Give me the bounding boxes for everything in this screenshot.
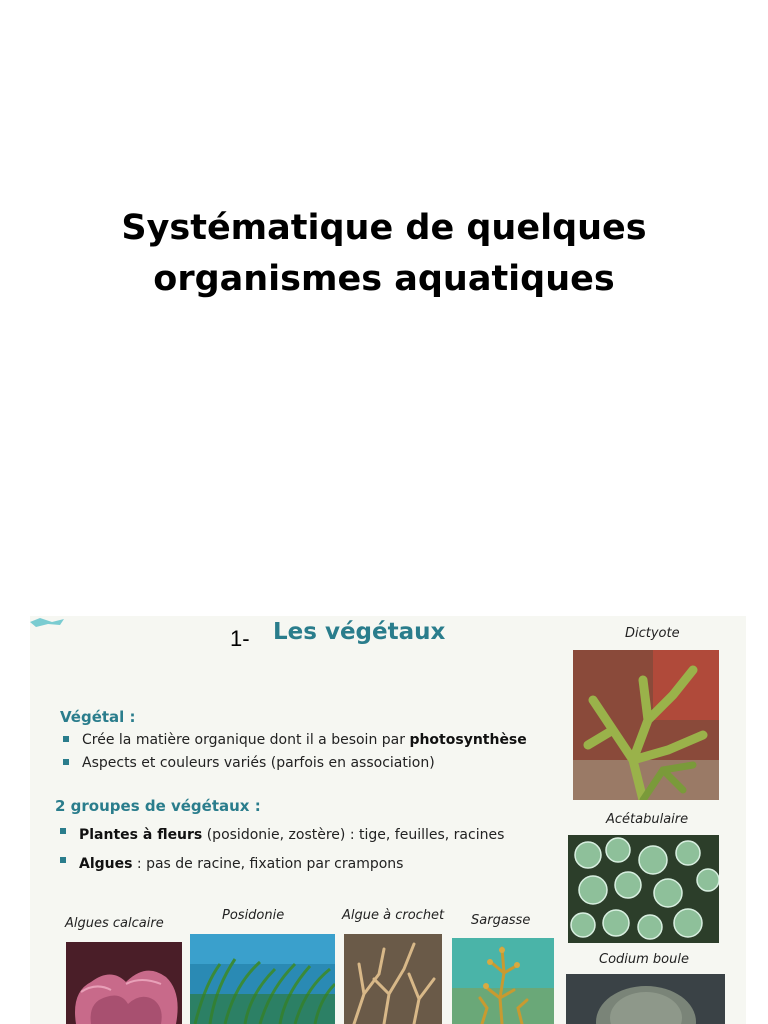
algues-calcaire-photo bbox=[66, 942, 182, 1024]
caption-posidonie: Posidonie bbox=[222, 908, 285, 923]
title-line-1: Systématique de quelques bbox=[121, 208, 647, 248]
caption-algue-a-crochet: Algue à crochet bbox=[342, 908, 445, 923]
section-title: Les végétaux bbox=[273, 619, 446, 645]
caption-algues-calcaire: Algues calcaire bbox=[65, 916, 164, 931]
dictyote-photo bbox=[573, 650, 719, 800]
list-item: Crée la matière organique dont il a besoin par photosynthèse bbox=[60, 729, 527, 752]
groups-list bbox=[57, 821, 504, 879]
corner-decoration-icon bbox=[30, 616, 70, 630]
list-item: Algues : pas de racine, fixation par crampons bbox=[57, 850, 504, 879]
list-item: Plantes à fleurs (posidonie, zostère) : tige, feuilles, racines bbox=[57, 821, 504, 850]
posidonie-photo bbox=[190, 934, 335, 1024]
groups-heading: 2 groupes de végétaux : bbox=[55, 797, 261, 815]
caption-dictyote: Dictyote bbox=[625, 626, 680, 641]
algue-a-crochet-photo bbox=[344, 934, 442, 1024]
list-item: Aspects et couleurs variés (parfois en association) bbox=[60, 752, 527, 775]
sargasse-photo bbox=[452, 938, 554, 1024]
title-line-2: organismes aquatiques bbox=[153, 259, 615, 299]
vegetal-heading: Végétal : bbox=[60, 708, 136, 726]
caption-sargasse: Sargasse bbox=[471, 913, 531, 928]
caption-acetabulaire: Acétabulaire bbox=[606, 812, 689, 827]
section-number: 1- bbox=[230, 626, 250, 651]
acetabulaire-photo bbox=[568, 835, 719, 943]
codium-boule-photo bbox=[566, 974, 725, 1024]
vegetaux-slide bbox=[30, 616, 746, 1024]
vegetal-list bbox=[60, 729, 527, 775]
slide-title bbox=[60, 203, 708, 305]
caption-codium-boule: Codium boule bbox=[599, 952, 689, 967]
